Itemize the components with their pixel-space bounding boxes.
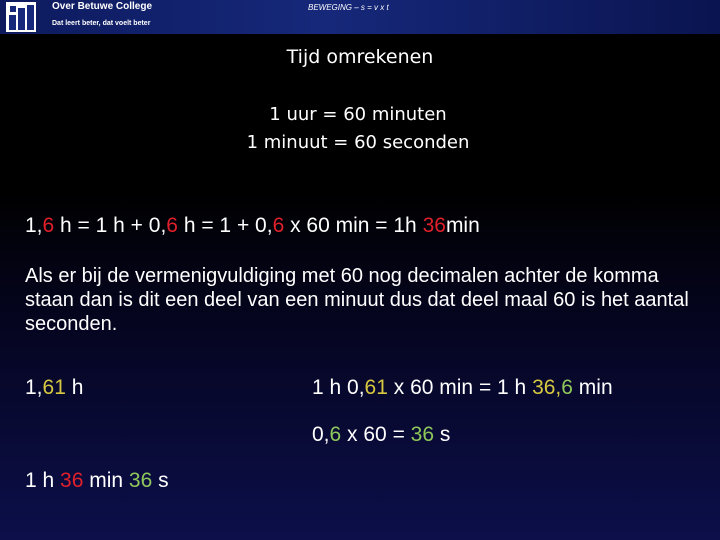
ex1-part: h = 1 h + 0, xyxy=(54,214,167,237)
ex2-calc-remainder: 6 xyxy=(561,376,573,399)
result-part: 1 h xyxy=(25,469,61,492)
final-result xyxy=(25,469,169,493)
ex3-part: s xyxy=(434,423,451,446)
ex2-calc-decimal: 61 xyxy=(364,376,388,399)
college-name: Over Betuwe College xyxy=(52,1,153,12)
ex1-part: h = 1 + 0, xyxy=(177,214,273,237)
college-logo-icon xyxy=(6,2,36,32)
ex1-decimal: 6 xyxy=(272,214,285,237)
ex1-decimal: 6 xyxy=(42,214,55,237)
ex1-part: 1, xyxy=(25,214,43,237)
ex3-part: x 60 = xyxy=(341,423,411,446)
ex1-decimal: 6 xyxy=(166,214,178,237)
result-part: min xyxy=(83,469,129,492)
ex2-decimal: 61 xyxy=(42,376,66,399)
example-3-calc xyxy=(312,423,450,447)
ex3-part: 0, xyxy=(312,423,330,446)
ex2-part: h xyxy=(65,376,84,399)
ex3-decimal: 6 xyxy=(329,423,342,446)
ex3-seconds: 36 xyxy=(410,423,435,446)
ex2-calc-part: min xyxy=(572,376,613,399)
example-2-calc xyxy=(312,376,613,400)
conversion-hour: 1 uur = 60 minuten xyxy=(269,104,447,125)
ex2-calc-minutes: 36, xyxy=(532,376,562,399)
ex2-calc-part: 1 h 0, xyxy=(312,376,365,399)
college-slogan: Dat leert beter, dat voelt beter xyxy=(52,20,151,27)
ex2-part: 1, xyxy=(25,376,43,399)
ex2-calc-part: x 60 min = 1 h xyxy=(387,376,533,399)
ex1-part: x 60 min = 1h xyxy=(284,214,423,237)
example-1-6h xyxy=(25,214,480,238)
explanation-paragraph: Als er bij de vermenigvuldiging met 60 nog decimalen achter de komma staan dan is dit een deel van een minuut dus dat deel maal 60 is het aantal seconden. xyxy=(25,265,689,335)
example-2-161h xyxy=(25,376,83,400)
ex1-part: min xyxy=(445,214,480,237)
slide-title: Tijd omrekenen xyxy=(286,46,434,68)
slide-topic-label: BEWEGING – s = v x t xyxy=(308,3,389,12)
result-part: s xyxy=(152,469,169,492)
result-minutes: 36 xyxy=(60,469,84,492)
conversion-minute: 1 minuut = 60 seconden xyxy=(246,132,470,153)
slide-header xyxy=(0,0,720,34)
result-seconds: 36 xyxy=(128,469,153,492)
ex1-minutes: 36 xyxy=(422,214,446,237)
